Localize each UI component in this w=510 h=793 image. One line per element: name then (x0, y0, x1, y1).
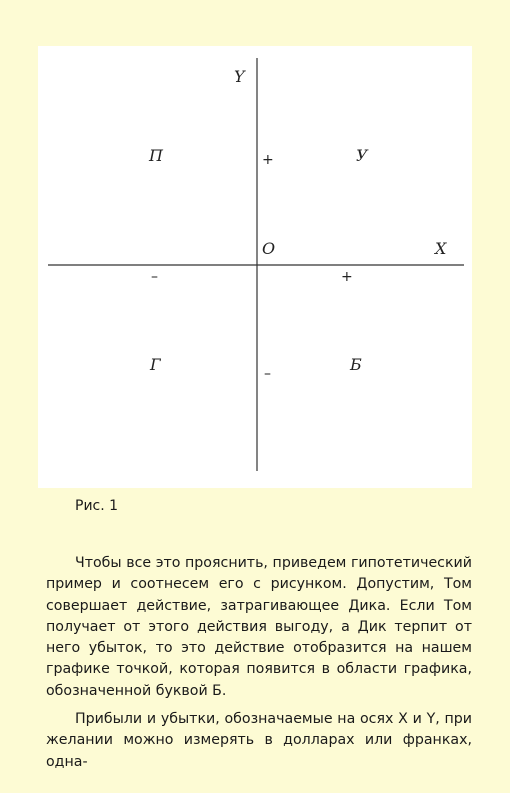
x-axis-label: X (435, 239, 447, 258)
quadrant-label-upper-left: П (149, 146, 163, 165)
quadrant-label-lower-left: Г (150, 355, 161, 374)
y-positive-sign: + (262, 152, 274, 168)
x-positive-sign: + (341, 269, 353, 285)
origin-label: O (262, 239, 276, 258)
paragraph: Прибыли и убытки, обозначаемые на осях X и Y, при желании можно измерять в долларах или франках, одна- (46, 711, 472, 770)
coordinate-figure (38, 46, 472, 488)
quadrant-label-lower-right: Б (350, 355, 362, 374)
body-text (46, 553, 472, 780)
axes-svg (38, 46, 472, 488)
y-negative-sign: – (264, 366, 271, 382)
paragraph: Чтобы все это прояснить, приведем гипотетический пример и соотнесем его с рисунком. Допустим, Том совершает действие, затрагивающее Дика. Если Том получает от этого действия выгоду, а Дик терпит от него убыток, то это действие отобразится на нашем графике точкой, которая появится в области графика, обозначенной буквой Б. (46, 555, 472, 699)
figure-caption: Рис. 1 (75, 498, 119, 514)
y-axis-label: Y (234, 67, 245, 86)
quadrant-label-upper-right: У (356, 146, 368, 165)
x-negative-sign: – (151, 269, 158, 285)
